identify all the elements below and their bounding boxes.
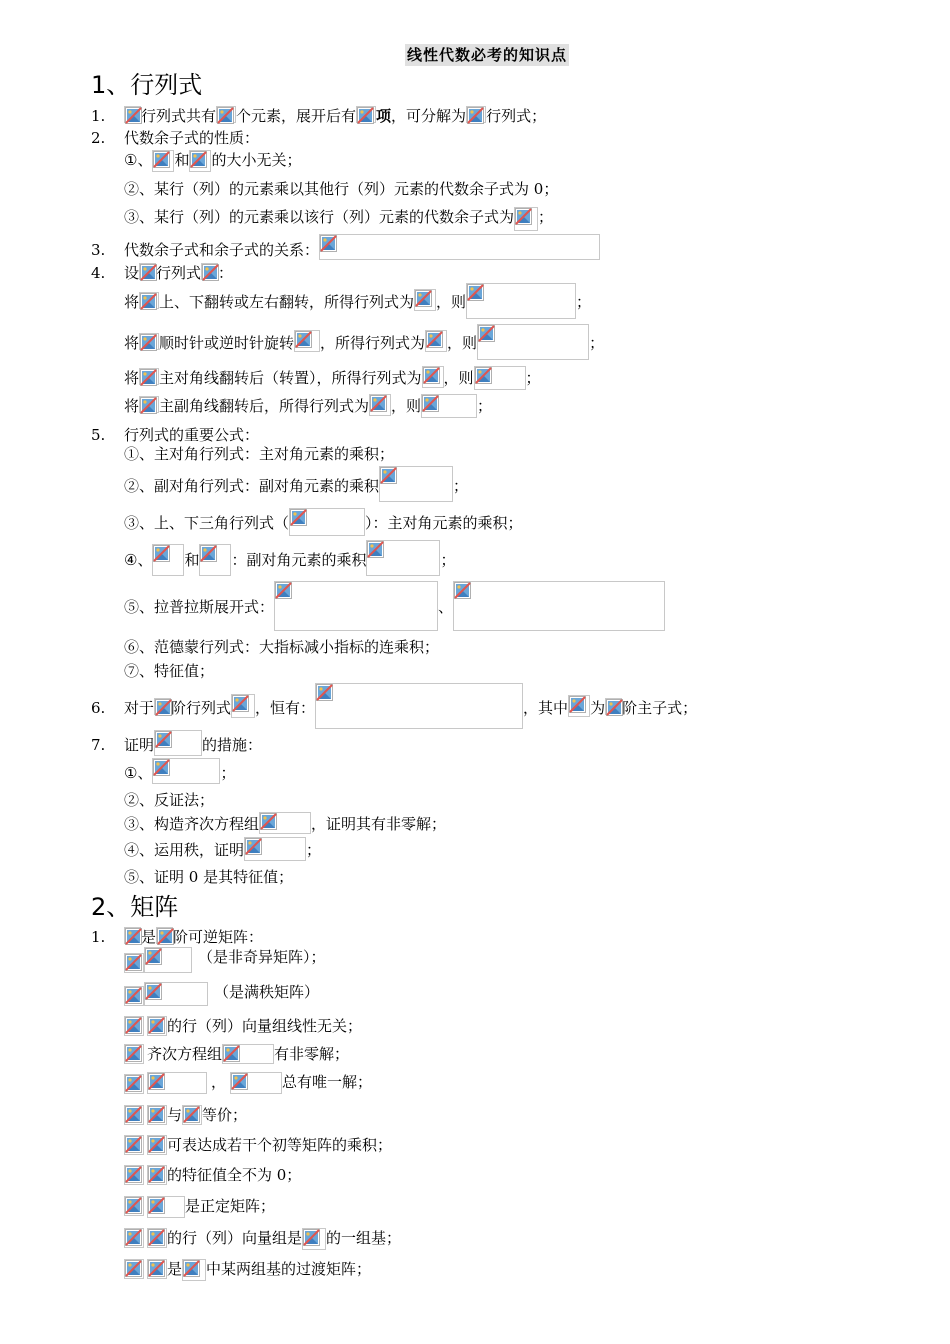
formula-image [124,1016,144,1036]
text: 证明 [124,736,155,754]
determinant-item-4-label [124,263,233,283]
text: ，则 [443,369,474,387]
formula-image [216,106,236,123]
invertible-condition-7 [124,1135,392,1155]
broken-image-icon [153,151,170,168]
text: ，恒有： [255,699,316,717]
flip-rule-1 [124,283,591,319]
formula-image [147,1072,207,1094]
broken-image-icon [148,1166,165,1183]
broken-image-icon [148,1073,165,1090]
text: ①、 [124,151,153,169]
formula-image [182,1105,202,1125]
list-number: 7. [91,736,106,754]
matrix-item-1 [124,927,263,947]
text: ； [306,841,322,859]
formula-image [466,283,576,319]
list-number: 1. [91,928,106,946]
method-2: ②、反证法； [124,791,215,809]
formula-image [477,324,589,360]
broken-image-icon [367,541,384,558]
text: 与 [167,1106,183,1124]
anti-diagonal-rule [124,394,492,418]
text: 是 [167,1260,183,1278]
formula-image [147,1259,167,1279]
broken-image-icon [467,284,484,301]
broken-image-icon [606,699,623,716]
formula-image [199,544,231,576]
broken-image-icon [125,987,142,1004]
formula-3 [124,508,523,536]
formula-image [244,837,306,861]
text: ③、上、下三角行列式（ [124,514,290,532]
broken-image-icon [125,954,142,971]
formula-image [274,581,438,631]
formula-image [294,330,320,352]
broken-image-icon [260,813,277,830]
formula-image [144,982,208,1006]
invertible-condition-10 [124,1228,401,1250]
broken-image-icon [569,696,586,713]
formula-image [124,1259,144,1279]
determinant-item-1 [124,106,546,126]
broken-image-icon [415,290,432,307]
text: ； [477,397,493,415]
list-number: 2. [91,129,106,147]
text: ④、 [124,551,153,569]
method-4 [124,837,321,861]
formula-image [466,106,486,123]
text: ⑤、拉普拉斯展开式： [124,598,275,616]
text: 阶可逆矩阵： [173,928,264,946]
transpose-rule [124,366,541,390]
broken-image-icon [515,208,532,225]
formula-image [147,1196,185,1218]
formula-image [152,758,220,784]
text: ： [218,264,234,282]
text: 等价； [202,1106,248,1124]
invertible-condition-11 [124,1259,371,1281]
formula-image [139,292,159,309]
broken-image-icon [423,367,440,384]
broken-image-icon [140,397,157,414]
text: 和 [184,551,200,569]
broken-image-icon [357,107,374,124]
text: ，则 [391,397,422,415]
text: ，则 [447,334,478,352]
text: 将 [124,334,140,352]
broken-image-icon [155,699,172,716]
broken-image-icon [467,107,484,124]
broken-image-icon [125,1166,142,1183]
text: ②、副对角行列式：副对角元素的乘积 [124,477,380,495]
formula-image [514,207,538,231]
formula-image [156,927,173,944]
formula-image [356,106,376,123]
text: ； [538,208,554,226]
broken-image-icon [200,545,217,562]
formula-image [289,508,365,536]
formula-image [152,544,184,576]
broken-image-icon [478,325,495,342]
formula-2 [124,466,468,502]
cofactor-property-3 [124,207,553,231]
text: ； [589,334,605,352]
text: 上、下翻转或左右翻转，所得行列式为 [159,293,415,311]
text: 是 [141,928,157,946]
list-number: 6. [91,699,106,717]
broken-image-icon [140,369,157,386]
text: 的行（列）向量组是 [167,1229,303,1247]
text: ； [453,477,469,495]
broken-image-icon [125,928,142,945]
formula-image [421,394,477,418]
broken-image-icon [148,1229,165,1246]
list-number: 1. [91,107,106,125]
invertible-condition-2 [124,982,319,1006]
formula-7: ⑦、特征值； [124,662,215,680]
formula-image [124,1196,144,1216]
method-3 [124,812,446,834]
text: 齐次方程组 [147,1045,223,1063]
text: 个元素，展开后有 [236,107,357,125]
broken-image-icon [148,1106,165,1123]
broken-image-icon [320,235,337,252]
formula-image [182,1259,206,1281]
formula-image [124,1044,144,1064]
text: ，证明其有非零解； [311,815,447,833]
broken-image-icon [380,467,397,484]
cofactor-property-1 [124,150,301,172]
text: 中某两组基的过渡矩阵； [206,1260,372,1278]
determinant-item-6 [124,683,697,729]
text: 行列式共有 [141,107,217,125]
cofactor-property-2: ②、某行（列）的元素乘以其他行（列）元素的代数余子式为 0； [124,180,559,198]
section-heading-matrix: 2、矩阵 [91,893,179,921]
text: 的大小无关； [211,151,302,169]
text: 设 [124,264,140,282]
invertible-condition-4 [124,1044,349,1064]
formula-image [201,263,218,280]
broken-image-icon [145,983,162,1000]
text: 是正定矩阵； [185,1197,276,1215]
broken-image-icon [125,1260,142,1277]
text: 行列式 [156,264,202,282]
formula-image [147,1165,167,1185]
text: ； [220,764,236,782]
text: 总有唯一解； [282,1073,373,1091]
formula-image [319,234,600,260]
broken-image-icon [217,107,234,124]
broken-image-icon [153,759,170,776]
text: 的一组基； [326,1229,402,1247]
formula-image [154,698,171,715]
text: 顺时针或逆时针旋转 [159,334,295,352]
text: 项 [376,107,392,125]
broken-image-icon [157,928,174,945]
text: 的行（列）向量组线性无关； [167,1017,363,1035]
formula-image [414,289,436,311]
text: ：副对角元素的乘积 [231,551,367,569]
text: 的措施： [202,736,263,754]
text: ； [440,551,456,569]
formula-image [139,396,159,413]
invertible-condition-1 [124,947,326,973]
invertible-condition-8 [124,1165,301,1185]
section-heading-determinant: 1、行列式 [91,71,203,99]
text: 、 [438,598,454,616]
text: ； [525,369,541,387]
text: ，所得行列式为 [320,334,426,352]
broken-image-icon [125,1075,142,1092]
text: 将 [124,293,140,311]
formula-image [568,695,590,717]
broken-image-icon [125,1017,142,1034]
broken-image-icon [140,334,157,351]
broken-image-icon [275,582,292,599]
text: 阶主子式； [622,699,698,717]
formula-image [139,263,156,280]
broken-image-icon [454,582,471,599]
broken-image-icon [153,545,170,562]
broken-image-icon [422,395,439,412]
formula-image [369,394,391,416]
broken-image-icon [190,151,207,168]
broken-image-icon [290,509,307,526]
formula-image [139,368,159,385]
method-5: ⑤、证明 0 是其特征值； [124,868,294,886]
formula-5-laplace [124,581,665,631]
broken-image-icon [223,1045,240,1062]
rotate-rule [124,324,604,360]
broken-image-icon [316,684,333,701]
text: ； [576,293,592,311]
text: ③、某行（列）的元素乘以该行（列）元素的代数余子式为 [124,208,515,226]
formula-1: ①、主对角行列式：主对角元素的乘积； [124,445,395,463]
broken-image-icon [231,1073,248,1090]
formula-image [147,1135,167,1155]
determinant-item-3 [124,238,600,260]
text: 代数余子式和余子式的关系： [124,241,320,259]
formula-image [222,1044,274,1064]
broken-image-icon [125,1229,142,1246]
formula-image [231,694,255,718]
text: 将 [124,369,140,387]
broken-image-icon [140,264,157,281]
text: 主副角线翻转后，所得行列式为 [159,397,370,415]
broken-image-icon [148,1017,165,1034]
formula-image [124,927,141,944]
broken-image-icon [183,1106,200,1123]
formula-image [422,366,444,388]
list-number: 5. [91,426,106,444]
formula-image [189,150,211,172]
formula-4 [124,540,456,576]
formula-image [315,683,523,729]
formula-image [124,986,144,1006]
formula-image [124,1074,144,1094]
invertible-condition-9 [124,1196,275,1218]
text: ①、 [124,764,153,782]
broken-image-icon [303,1229,320,1246]
formula-image [124,106,141,123]
text: 和 [174,151,190,169]
formula-image [139,333,159,350]
invertible-condition-5 [124,1072,372,1094]
determinant-item-2-label: 代数余子式的性质： [124,129,260,147]
formula-image [154,730,202,756]
text: 可表达成若干个初等矩阵的乘积； [167,1136,393,1154]
text: ）：主对角元素的乘积； [365,514,523,532]
formula-6: ⑥、范德蒙行列式：大指标减小指标的连乘积； [124,638,440,656]
formula-image [230,1072,282,1094]
formula-image [124,1228,144,1248]
invertible-condition-6 [124,1105,247,1125]
text: 主对角线翻转后（转置），所得行列式为 [159,369,422,387]
text: 行列式； [486,107,547,125]
text: 为 [590,699,606,717]
formula-image [147,1228,167,1248]
text: ④、运用秩，证明 [124,841,245,859]
broken-image-icon [125,1045,142,1062]
broken-image-icon [183,1260,200,1277]
broken-image-icon [125,1106,142,1123]
broken-image-icon [148,1197,165,1214]
text: ，其中 [523,699,569,717]
text: ，则 [436,293,467,311]
formula-image [152,150,174,172]
broken-image-icon [475,367,492,384]
formula-image [124,1165,144,1185]
broken-image-icon [202,264,219,281]
broken-image-icon [145,948,162,965]
determinant-item-7 [124,730,262,756]
broken-image-icon [140,293,157,310]
formula-image [605,698,622,715]
broken-image-icon [232,695,249,712]
text: 有非零解； [274,1045,350,1063]
broken-image-icon [245,838,262,855]
document-title: 线性代数必考的知识点 [407,46,568,64]
formula-image [425,330,447,352]
text: ③、构造齐次方程组 [124,815,260,833]
formula-image [147,1016,167,1036]
broken-image-icon [148,1136,165,1153]
formula-image [474,366,526,390]
broken-image-icon [370,395,387,412]
broken-image-icon [148,1260,165,1277]
formula-image [453,581,665,631]
text: 对于 [124,699,155,717]
formula-image [124,953,144,973]
broken-image-icon [155,731,172,748]
broken-image-icon [295,331,312,348]
text: （是满秩矩阵） [214,983,320,1001]
formula-image [259,812,311,834]
formula-image [144,947,192,973]
formula-image [124,1105,144,1125]
formula-image [379,466,453,502]
formula-image [147,1105,167,1125]
text: 阶行列式 [171,699,232,717]
text: 的特征值全不为 0； [167,1166,302,1184]
broken-image-icon [125,1197,142,1214]
text: （是非奇异矩阵）； [198,948,326,966]
text: 将 [124,397,140,415]
text: ，可分解为 [391,107,467,125]
text: ， [211,1073,227,1091]
list-number: 3. [91,241,106,259]
broken-image-icon [125,1136,142,1153]
invertible-condition-3 [124,1016,362,1036]
formula-image [302,1228,326,1250]
broken-image-icon [426,331,443,348]
formula-image [124,1135,144,1155]
list-number: 4. [91,264,106,282]
formula-image [366,540,440,576]
method-1 [124,758,235,784]
broken-image-icon [125,107,142,124]
determinant-item-5-label: 行列式的重要公式： [124,426,260,444]
